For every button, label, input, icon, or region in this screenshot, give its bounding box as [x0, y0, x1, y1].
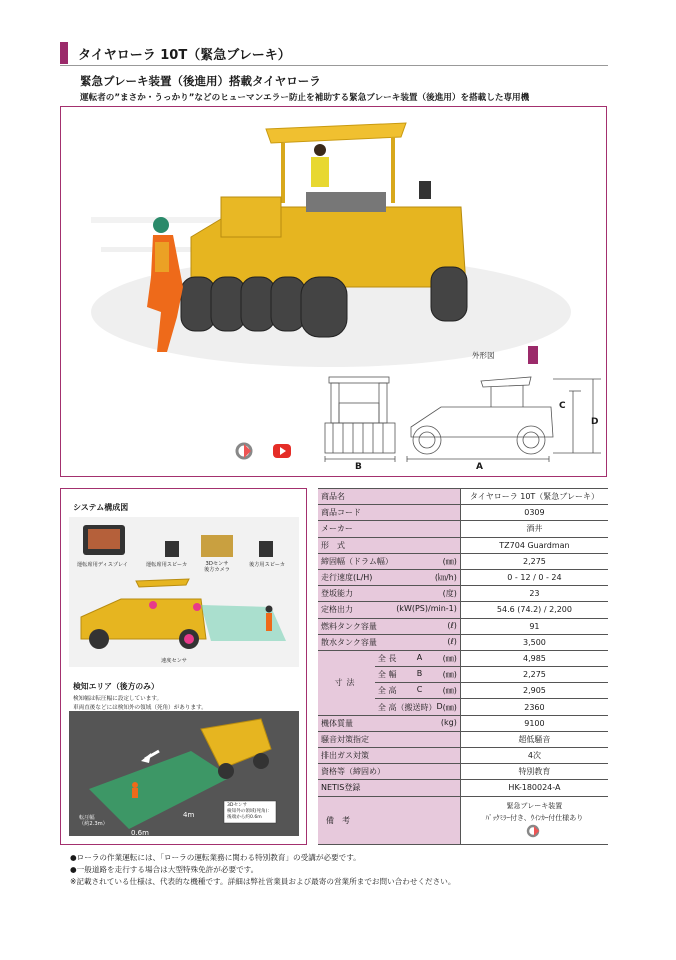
spec-row — [318, 521, 608, 537]
spec-row — [318, 569, 608, 585]
distance-06m: 0.6m — [131, 829, 149, 837]
spec-unit: (㎞/h) — [434, 573, 457, 583]
dim-key-cell — [375, 650, 460, 666]
dim-label-c: C — [559, 401, 566, 411]
sub-description: 運転者の”まさか・うっかり”などのヒューマンエラー防止を補助する緊急ブレーキ装置（後進用）を搭載した専用機 — [80, 93, 530, 103]
speed-sensor-label: 速度センサ — [161, 658, 187, 664]
spec-unit: (kg) — [440, 717, 457, 727]
component-rear-speaker: 後方用スピーカ — [249, 562, 286, 568]
spec-value: 23 — [460, 586, 608, 602]
remarks-key: 備 考 — [318, 796, 460, 844]
area-title: 検知エリア（後方のみ） — [73, 682, 159, 691]
spec-row — [318, 618, 608, 634]
spec-key: 登坂能力 — [321, 589, 353, 599]
outline-label: 外形図 — [472, 351, 495, 360]
dim-unit: (㎜) — [442, 702, 457, 712]
spec-key: 騒音対策指定 — [321, 734, 369, 744]
title-bar — [60, 40, 608, 66]
spec-value: 0 - 12 / 0 - 24 — [460, 569, 608, 585]
spec-value: 91 — [460, 618, 608, 634]
spec-row — [318, 634, 608, 650]
spec-row — [318, 731, 608, 747]
spec-row — [318, 764, 608, 780]
spec-value: 酒井 — [460, 521, 608, 537]
spec-key: メーカー — [321, 524, 353, 534]
dim-label-b: B — [355, 462, 362, 472]
spec-unit: (ℓ) — [447, 636, 457, 646]
spec-value: 3,500 — [460, 634, 608, 650]
dim-key: 全 長 — [377, 653, 397, 663]
spec-unit: (kW(PS)/min-1) — [396, 604, 457, 614]
area-desc-1: 検知幅は転圧幅に設定しています。 — [73, 696, 163, 702]
dim-value: 4,985 — [460, 650, 608, 666]
spec-row — [318, 748, 608, 764]
hero-panel — [60, 106, 607, 477]
distance-4m: 4m — [183, 811, 195, 819]
dim-value: 2360 — [460, 699, 608, 715]
spec-key: 燃料タンク容量 — [321, 621, 377, 631]
dim-symbol: A — [416, 652, 423, 662]
spec-row — [318, 715, 608, 731]
spec-row — [318, 602, 608, 618]
hero-illustration — [61, 107, 607, 477]
remarks-row — [318, 796, 608, 844]
dim-value: 2,275 — [460, 667, 608, 683]
outline-accent — [528, 346, 538, 364]
spec-row — [318, 537, 608, 553]
spec-row — [318, 586, 608, 602]
dim-symbol: D — [436, 701, 443, 711]
spec-key-cell — [318, 764, 460, 780]
spec-row — [318, 780, 608, 796]
system-panel — [60, 488, 307, 845]
youtube-icon[interactable] — [273, 444, 291, 458]
spec-key-cell — [318, 537, 460, 553]
spec-key-cell — [318, 586, 460, 602]
dim-key: 全 幅 — [377, 670, 397, 680]
spec-value: 特別教育 — [460, 764, 608, 780]
width-label: 転圧幅 （約2.3m） — [79, 815, 108, 827]
spec-key-cell — [318, 553, 460, 569]
spec-value: HK-180024-A — [460, 780, 608, 796]
spec-key: 商品コード — [321, 508, 361, 518]
spec-value: 9100 — [460, 715, 608, 731]
component-cab-speaker: 運転席用スピーカ — [146, 562, 188, 568]
spec-key: 定格出力 — [321, 605, 353, 615]
spec-key-cell — [318, 505, 460, 521]
dim-symbol: C — [416, 685, 423, 695]
dim-unit: (㎜) — [442, 653, 457, 663]
component-display: 運転席用ディスプレイ — [77, 562, 128, 568]
spec-key: 散水タンク容量 — [321, 637, 377, 647]
remarks-value — [460, 796, 608, 844]
notes — [70, 852, 455, 888]
spec-key-cell — [318, 780, 460, 796]
page-title: タイヤローラ 10T（緊急ブレーキ） — [78, 48, 291, 63]
dim-unit: (㎜) — [442, 670, 457, 680]
spec-key-cell — [318, 748, 460, 764]
title-accent — [60, 42, 68, 64]
remarks-line-1: 緊急ブレーキ装置 — [506, 802, 563, 811]
brand-logo-icon — [237, 444, 251, 458]
spec-key-cell — [318, 602, 460, 618]
spec-key: 排出ガス対策 — [321, 751, 369, 761]
spec-key: 資格等（締固め） — [321, 767, 385, 777]
sub-title: 緊急ブレーキ装置（後進用）搭載タイヤローラ — [80, 74, 321, 88]
spec-key-cell — [318, 715, 460, 731]
dim-unit: (㎜) — [442, 686, 457, 696]
spec-key-cell — [318, 521, 460, 537]
spec-key-cell — [318, 634, 460, 650]
dim-row — [318, 650, 608, 666]
spec-key: 機体質量 — [321, 718, 353, 728]
dim-label-a: A — [476, 462, 483, 472]
spec-key: 商品名 — [321, 492, 345, 502]
spec-unit: (ℓ) — [447, 620, 457, 630]
spec-key: NETIS登録 — [321, 783, 361, 793]
dim-key-cell — [375, 667, 460, 683]
spec-key-cell — [318, 618, 460, 634]
component-sensor-camera: 3Dセンサ 後方カメラ — [204, 561, 230, 573]
spec-key: 走行速度(L/H) — [321, 573, 373, 583]
note-3: ※記載されている仕様は、代表的な機種です。詳細は弊社営業員および最寄の営業所までお問い合わせください。 — [70, 877, 456, 886]
spec-row — [318, 505, 608, 521]
system-illustration — [61, 489, 307, 845]
spec-key-cell — [318, 731, 460, 747]
area-desc-2: 車両直後などには検知外の領域（死角）があります。 — [73, 705, 207, 711]
spec-table — [318, 488, 608, 845]
spec-key: 形 式 — [321, 540, 345, 550]
dim-key-cell — [375, 699, 460, 715]
dim-key: 全 高 — [377, 686, 397, 696]
dim-key: 全 高（搬送時） — [377, 702, 437, 712]
dim-group: 寸法 — [318, 650, 375, 715]
spec-value: 超低騒音 — [460, 731, 608, 747]
note-1: ●ローラの作業運転には、「ローラの運転業務に関わる特別教育」の受講が必要です。 — [70, 853, 361, 862]
system-title: システム構成図 — [73, 503, 129, 512]
spec-value: TZ704 Guardman — [460, 537, 608, 553]
spec-value: 0309 — [460, 505, 608, 521]
spec-row — [318, 489, 608, 505]
spec-key-cell — [318, 489, 460, 505]
spec-value: 4次 — [460, 748, 608, 764]
remarks-line-2: ﾊﾞｯｸﾐﾗｰ付き、ｳｲﾝｶｰ付仕様あり — [485, 814, 584, 823]
dim-key-cell — [375, 683, 460, 699]
spec-unit: (㎜) — [442, 556, 457, 566]
spec-key: 締固幅（ドラム幅） — [321, 556, 393, 566]
dim-symbol: B — [416, 669, 423, 679]
remarks-logo-icon — [525, 824, 543, 838]
dim-label-d: D — [591, 417, 599, 427]
spec-row — [318, 553, 608, 569]
spec-key-cell — [318, 569, 460, 585]
spec-value: 2,275 — [460, 553, 608, 569]
spec-unit: (度) — [442, 589, 457, 599]
sensor-note: 3Dセンサ 検知外の領域(死角)： 後端から約0.6m — [227, 803, 272, 820]
dim-value: 2,905 — [460, 683, 608, 699]
spec-value: タイヤローラ 10T（緊急ブレーキ） — [460, 489, 608, 505]
note-2: ●一般道路を走行する場合は大型特殊免許が必要です。 — [70, 865, 259, 874]
spec-value: 54.6 (74.2) / 2,200 — [460, 602, 608, 618]
